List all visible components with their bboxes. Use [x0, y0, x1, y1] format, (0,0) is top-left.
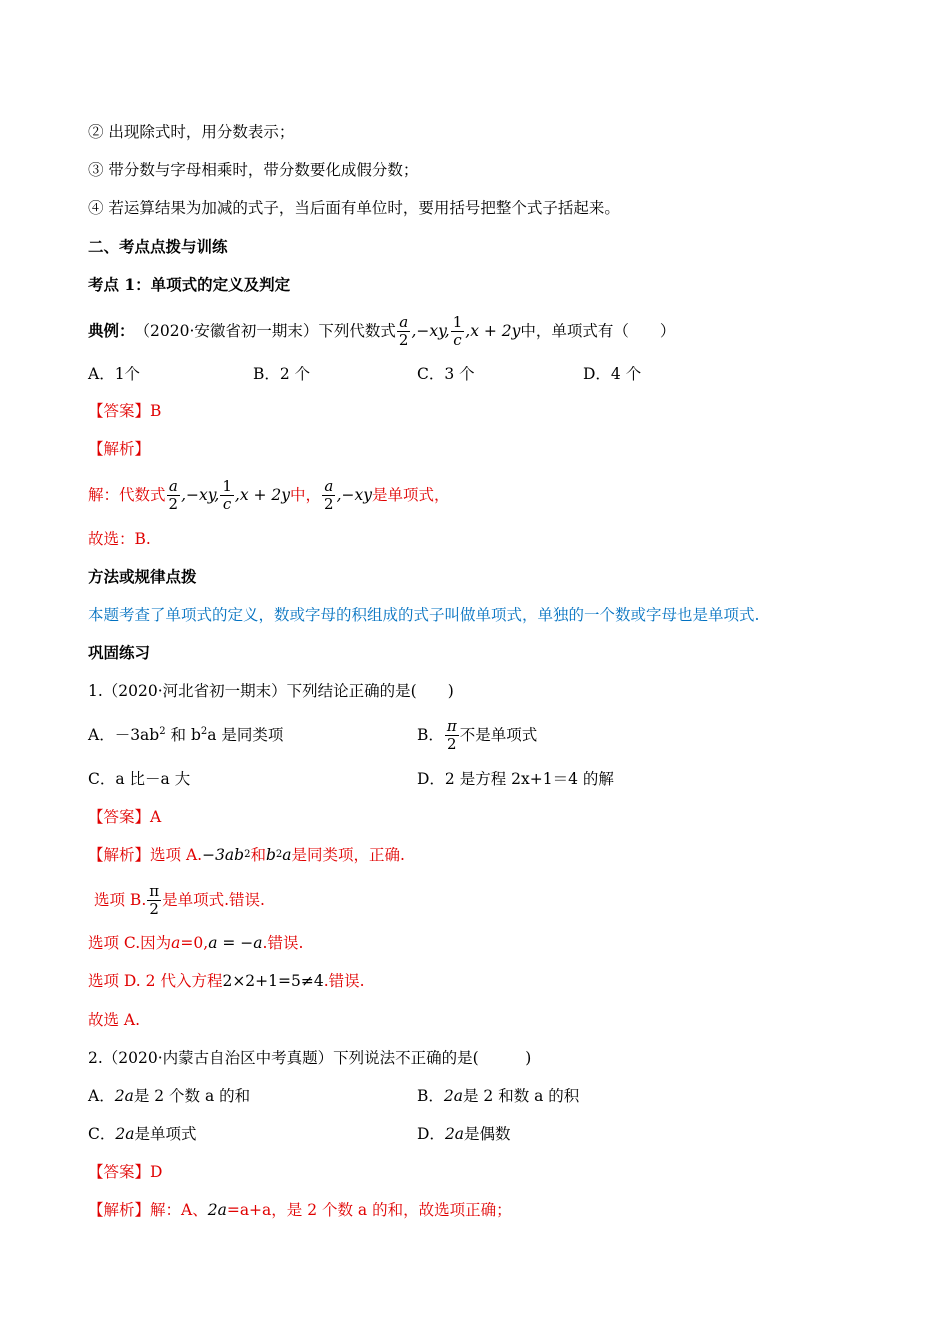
- example-post: 中，单项式有（ ）: [520, 322, 676, 340]
- method-title: 方法或规律点拨: [88, 567, 197, 586]
- q1-analysis-d: 选项 D. 2 代入方程 2×2+1=5≠4 .错误.: [88, 972, 365, 990]
- solution-1: 解：代数式 $\frac{a}{2}$ ,−xy, $\frac{1}{c}$ ,x + 2y 中， $\frac{a}{2}$ ,−xy 是单项式，: [88, 476, 450, 513]
- expr-x-plus-2y: ,x + 2y: [465, 322, 521, 340]
- method-text: 本题考查了单项式的定义，数或字母的积组成的式子叫做单项式，单独的一个数或字母也是单项式.: [88, 606, 760, 624]
- q1-options-cd: [88, 768, 848, 790]
- rule-4: ④ 若运算结果为加减的式子，当后面有单位时，要用括号把整个式子括起来。: [88, 199, 620, 217]
- q1-option-b: B． $\frac{\pi}{2}$ 不是单项式: [417, 716, 538, 753]
- q2-option-a: A．2a是 2 个数 a 的和: [88, 1087, 251, 1105]
- example-pre: （2020·安徽省初一期末）下列代数式: [134, 322, 396, 340]
- q1-answer: 【答案】A: [88, 808, 162, 826]
- q1-analysis-c: 选项 C.因为 a =0, a = −a .错误.: [88, 934, 304, 952]
- q1-options-ab: [88, 714, 848, 756]
- example-option-a: A．1个: [88, 365, 141, 383]
- practice-title: 巩固练习: [88, 643, 151, 662]
- q1-analysis-a: 【解析】 选项 A. −3ab 2 和 b 2 a 是同类项，正确.: [88, 846, 405, 864]
- example-option-b: B．2 个: [253, 365, 311, 383]
- answer-1: 【答案】B: [88, 402, 162, 420]
- q2-option-d: D．2a是偶数: [417, 1125, 511, 1143]
- rule-2: ② 出现除式时，用分数表示；: [88, 123, 295, 141]
- fraction-a-over-2: $\frac{a}{2}$: [398, 312, 409, 349]
- expr-neg-xy: ,−xy,: [411, 322, 450, 340]
- q1-gu-xuan: 故选 A.: [88, 1011, 141, 1029]
- q2-analysis: 【解析】 解：A、 2a =a+a，是 2 个数 a 的和，故选项正确；: [88, 1201, 512, 1219]
- section-title: 二、考点点拨与训练: [88, 237, 228, 256]
- q2-options-cd: [88, 1123, 848, 1145]
- q2-option-b: B．2a是 2 和数 a 的积: [417, 1087, 580, 1105]
- gu-xuan-1: 故选：B.: [88, 530, 151, 548]
- rule-3: ③ 带分数与字母相乘时，带分数要化成假分数；: [88, 161, 419, 179]
- analysis-label-1: 【解析】: [88, 440, 151, 458]
- example-question: [88, 310, 675, 352]
- q2-options-ab: [88, 1085, 848, 1107]
- example-option-c: C．3 个: [417, 365, 475, 383]
- q1-option-a: A．$-3ab^2$ 和 $b^2a$ 是同类项: [88, 725, 284, 744]
- example-options: [88, 363, 848, 385]
- q1-option-c: C．a 比－a 大: [88, 770, 191, 788]
- example-option-d: D．4 个: [583, 365, 642, 383]
- fraction-1-over-c: $\frac{1}{c}$: [452, 312, 463, 349]
- q2-option-c: C．2a是单项式: [88, 1125, 197, 1143]
- q1-stem: 1.（2020·河北省初一期末）下列结论正确的是( ): [88, 682, 454, 700]
- q1-option-d: D．2 是方程 2x+1＝4 的解: [417, 770, 614, 788]
- q1-analysis-b: 选项 B. $\frac{\pi}{2}$ 是单项式.错误.: [94, 881, 265, 918]
- q2-stem: 2.（2020·内蒙古自治区中考真题）下列说法不正确的是( ): [88, 1049, 532, 1067]
- q2-answer: 【答案】D: [88, 1163, 163, 1181]
- example-label: 典例：: [88, 321, 135, 340]
- kaodian-title: 考点 1：单项式的定义及判定: [88, 275, 291, 294]
